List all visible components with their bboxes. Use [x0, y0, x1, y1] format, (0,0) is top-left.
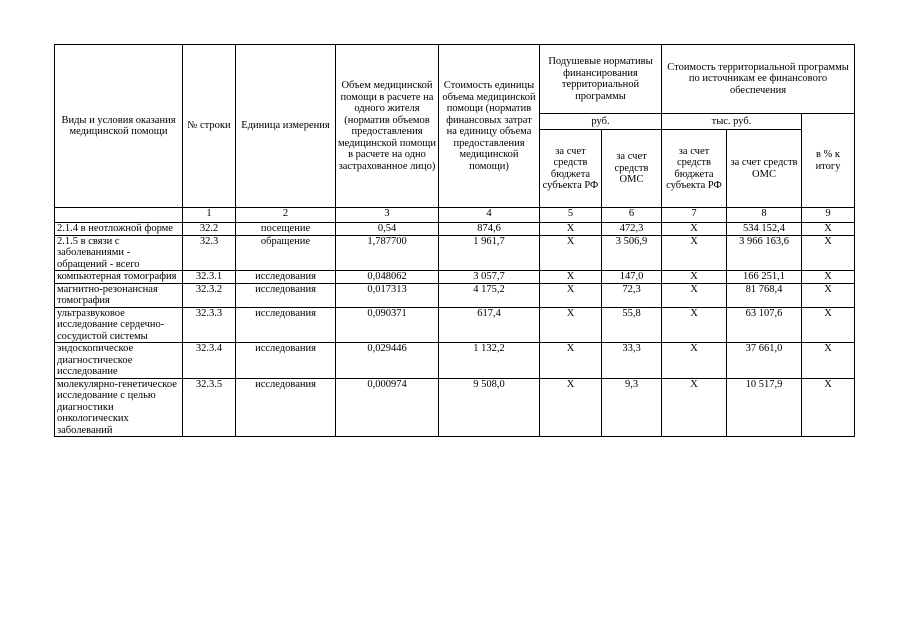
row-name-cell: ультразвуковое исследование сердечно-сосудистой системы: [55, 307, 183, 343]
row-volume-cell: 0,048062: [336, 271, 439, 284]
header-budget-rub: за счет средств бюджета субъекта РФ: [540, 130, 602, 208]
row-volume-cell: 0,000974: [336, 378, 439, 437]
row-volume-cell: 0,017313: [336, 283, 439, 307]
row-oms-thousand-cell: 166 251,1: [727, 271, 802, 284]
row-unit-cell: исследования: [236, 283, 336, 307]
header-volume: Объем медицинской помощи в расчете на одного жителя (норматив объемов предоставления медицинской помощи в расчете на одно застрахованное лицо): [336, 45, 439, 208]
row-number-cell: 32.3.3: [183, 307, 236, 343]
row-oms-rub-cell: 472,3: [602, 223, 662, 236]
row-unit-cell: исследования: [236, 343, 336, 379]
column-number: 8: [727, 208, 802, 223]
column-number: [55, 208, 183, 223]
column-number: 1: [183, 208, 236, 223]
row-unit-cell: исследования: [236, 271, 336, 284]
row-oms-thousand-cell: 63 107,6: [727, 307, 802, 343]
column-number: 5: [540, 208, 602, 223]
row-cost-cell: 4 175,2: [439, 283, 540, 307]
row-unit-cell: посещение: [236, 223, 336, 236]
row-oms-rub-cell: 55,8: [602, 307, 662, 343]
row-number-cell: 32.3: [183, 235, 236, 271]
row-oms-thousand-cell: 37 661,0: [727, 343, 802, 379]
row-budget-rub-cell: Х: [540, 343, 602, 379]
row-name-cell: 2.1.4 в неотложной форме: [55, 223, 183, 236]
row-number-cell: 32.3.4: [183, 343, 236, 379]
row-oms-rub-cell: 9,3: [602, 378, 662, 437]
row-unit-cell: обращение: [236, 235, 336, 271]
row-volume-cell: 0,54: [336, 223, 439, 236]
table-row: [55, 378, 855, 437]
column-number: 4: [439, 208, 540, 223]
row-cost-cell: 1 132,2: [439, 343, 540, 379]
row-percent-cell: Х: [802, 343, 855, 379]
row-oms-rub-cell: 72,3: [602, 283, 662, 307]
row-oms-rub-cell: 3 506,9: [602, 235, 662, 271]
row-cost-cell: 617,4: [439, 307, 540, 343]
row-unit-cell: исследования: [236, 378, 336, 437]
header-oms-thousand: за счет средств ОМС: [727, 130, 802, 208]
medical-care-cost-table: [54, 44, 855, 437]
row-percent-cell: Х: [802, 235, 855, 271]
row-number-cell: 32.3.1: [183, 271, 236, 284]
row-budget-rub-cell: Х: [540, 378, 602, 437]
row-volume-cell: 1,787700: [336, 235, 439, 271]
table-row: [55, 223, 855, 236]
row-budget-thousand-cell: Х: [662, 235, 727, 271]
table-row: [55, 283, 855, 307]
header-cost: Стоимость единицы объема медицинской помощи (норматив финансовых затрат на единицу объема предоставления медицинской помощи): [439, 45, 540, 208]
row-percent-cell: Х: [802, 223, 855, 236]
row-name-cell: эндоскопическое диагностическое исследование: [55, 343, 183, 379]
row-oms-thousand-cell: 81 768,4: [727, 283, 802, 307]
row-percent-cell: Х: [802, 271, 855, 284]
column-number: 2: [236, 208, 336, 223]
row-unit-cell: исследования: [236, 307, 336, 343]
header-thousand-rub: тыс. руб.: [662, 114, 802, 130]
row-budget-thousand-cell: Х: [662, 307, 727, 343]
column-number: 6: [602, 208, 662, 223]
column-number: 7: [662, 208, 727, 223]
column-number: 3: [336, 208, 439, 223]
column-number-row: [55, 208, 855, 223]
row-number-cell: 32.2: [183, 223, 236, 236]
header-per-capita: Подушевые нормативы финансирования территориальной программы: [540, 45, 662, 114]
row-name-cell: 2.1.5 в связи с заболеваниями - обращений - всего: [55, 235, 183, 271]
row-number-cell: 32.3.5: [183, 378, 236, 437]
header-row-no: № строки: [183, 45, 236, 208]
header-program-cost: Стоимость территориальной программы по источникам ее финансового обеспечения: [662, 45, 855, 114]
row-percent-cell: Х: [802, 307, 855, 343]
header-budget-thousand: за счет средств бюджета субъекта РФ: [662, 130, 727, 208]
row-budget-rub-cell: Х: [540, 307, 602, 343]
row-percent-cell: Х: [802, 283, 855, 307]
row-name-cell: компьютерная томография: [55, 271, 183, 284]
header-percent-total: в % к итогу: [802, 114, 855, 208]
row-oms-thousand-cell: 10 517,9: [727, 378, 802, 437]
row-cost-cell: 874,6: [439, 223, 540, 236]
row-volume-cell: 0,029446: [336, 343, 439, 379]
row-cost-cell: 3 057,7: [439, 271, 540, 284]
table-row: [55, 235, 855, 271]
table-row: [55, 307, 855, 343]
row-name-cell: молекулярно-генетическое исследование с целью диагностики онкологических заболеваний: [55, 378, 183, 437]
row-budget-rub-cell: Х: [540, 223, 602, 236]
row-budget-thousand-cell: Х: [662, 283, 727, 307]
row-oms-thousand-cell: 3 966 163,6: [727, 235, 802, 271]
row-name-cell: магнитно-резонансная томография: [55, 283, 183, 307]
row-oms-rub-cell: 147,0: [602, 271, 662, 284]
row-budget-rub-cell: Х: [540, 235, 602, 271]
header-oms-rub: за счет средств ОМС: [602, 130, 662, 208]
row-budget-thousand-cell: Х: [662, 223, 727, 236]
row-budget-thousand-cell: Х: [662, 378, 727, 437]
table-row: [55, 343, 855, 379]
row-oms-thousand-cell: 534 152,4: [727, 223, 802, 236]
table-row: [55, 271, 855, 284]
row-budget-rub-cell: Х: [540, 283, 602, 307]
row-budget-rub-cell: Х: [540, 271, 602, 284]
row-number-cell: 32.3.2: [183, 283, 236, 307]
row-percent-cell: Х: [802, 378, 855, 437]
header-unit: Единица измерения: [236, 45, 336, 208]
row-cost-cell: 9 508,0: [439, 378, 540, 437]
row-budget-thousand-cell: Х: [662, 343, 727, 379]
header-rub: руб.: [540, 114, 662, 130]
row-budget-thousand-cell: Х: [662, 271, 727, 284]
row-volume-cell: 0,090371: [336, 307, 439, 343]
row-cost-cell: 1 961,7: [439, 235, 540, 271]
row-oms-rub-cell: 33,3: [602, 343, 662, 379]
header-type: Виды и условия оказания медицинской помощи: [55, 45, 183, 208]
column-number: 9: [802, 208, 855, 223]
